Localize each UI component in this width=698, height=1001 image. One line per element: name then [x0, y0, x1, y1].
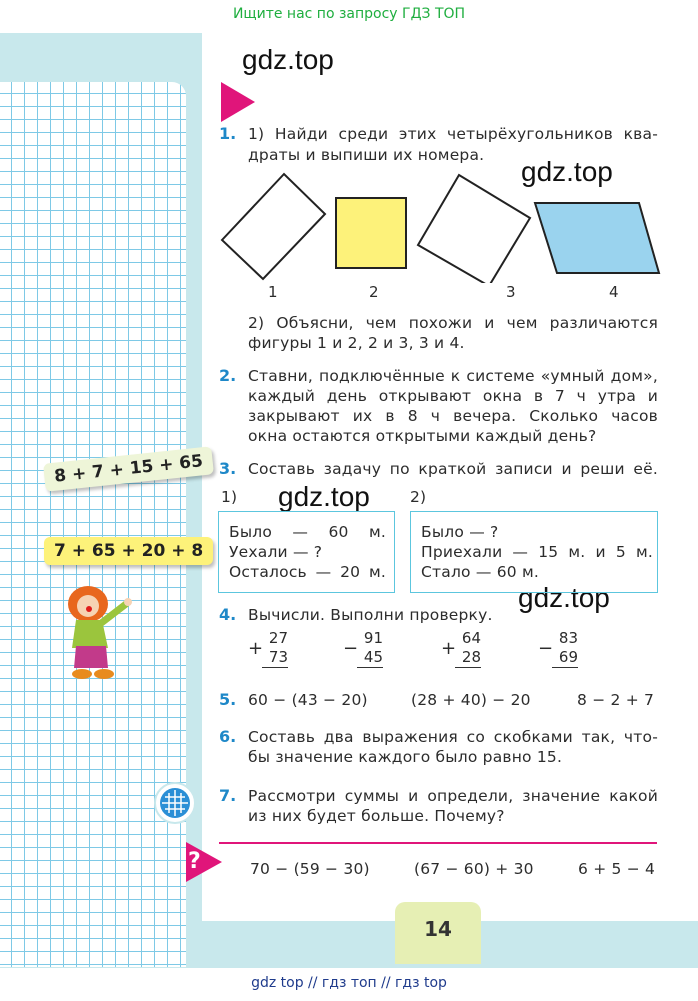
task-text: Составь задачу по краткой записи и реши её. — [248, 460, 658, 478]
task-text: драты и выпиши их номера. — [248, 146, 485, 164]
column-calculation — [343, 629, 383, 668]
sub-label: 1) — [221, 488, 238, 506]
operand: 27 — [268, 629, 288, 647]
task-number: 3. — [219, 459, 237, 478]
watermark: gdz.top — [242, 44, 334, 75]
operand: 69 — [552, 648, 578, 668]
task-text: Рассмотри суммы и определи, значение какой — [248, 787, 658, 805]
task-number: 1. — [219, 124, 237, 143]
sum-strip: 7 + 65 + 20 + 8 — [44, 537, 213, 565]
expression: 6 + 5 − 4 — [578, 860, 656, 878]
task-number: 7. — [219, 786, 237, 805]
page-number: 14 — [424, 917, 452, 941]
operation-sign: + — [248, 638, 264, 659]
expression: (67 − 60) + 30 — [414, 860, 534, 878]
question-mark: ? — [188, 849, 201, 874]
task-text: бы значение каждого было равно 15. — [248, 748, 563, 766]
task-number: 6. — [219, 727, 237, 746]
grid-paper-margin — [0, 82, 186, 967]
shape-label: 4 — [609, 283, 619, 301]
record-line: Осталось — 20 м. — [229, 563, 386, 581]
record-line: Уехали — ? — [229, 543, 323, 561]
operation-sign: − — [538, 638, 554, 659]
watermark: gdz.top — [518, 582, 610, 613]
operand: 28 — [455, 648, 481, 668]
task-text: закрывают их в 8 ч вечера. Сколько часов — [248, 407, 658, 425]
task-text: 1) Найди среди этих четырёхугольников ква- — [248, 125, 658, 143]
task-text: каждый день открывают окна в 7 ч утра и — [248, 387, 658, 405]
task-text: Составь два выражения со скобками так, что- — [248, 728, 658, 746]
section-triangle-icon — [219, 82, 257, 122]
shape-4-rhombus — [535, 203, 659, 273]
watermark: gdz.top — [521, 156, 613, 187]
operand: 83 — [558, 629, 578, 647]
footer-links[interactable]: gdz top // гдз топ // гдз top — [251, 975, 447, 991]
operand: 73 — [262, 648, 288, 668]
expression: 60 − (43 − 20) — [248, 691, 368, 709]
record-line: Было — 60 м. — [229, 523, 386, 541]
operation-sign: + — [441, 638, 457, 659]
expression: 70 − (59 − 30) — [250, 860, 370, 878]
record-line: Стало — 60 м. — [421, 563, 539, 581]
short-record-box-2 — [410, 511, 658, 593]
section-divider — [219, 842, 657, 844]
column-calculation — [441, 629, 481, 668]
quadrilaterals-figure — [215, 168, 670, 283]
sub-label: 2) — [410, 488, 427, 506]
shape-2-square — [336, 198, 406, 268]
shape-3-square — [418, 175, 530, 283]
column-calculation — [538, 629, 578, 668]
watermark: gdz.top — [278, 481, 370, 512]
task-text: 2) Объясни, чем похожи и чем различаются — [248, 314, 658, 332]
task-number: 4. — [219, 605, 237, 624]
task-number: 2. — [219, 366, 237, 385]
expression: (28 + 40) − 20 — [411, 691, 531, 709]
shape-label: 3 — [506, 283, 516, 301]
operation-sign: − — [343, 638, 359, 659]
expression: 8 − 2 + 7 — [577, 691, 655, 709]
clown-character-icon — [62, 582, 142, 682]
shape-label: 1 — [268, 283, 278, 301]
task-text: фигуры 1 и 2, 2 и 3, 3 и 4. — [248, 334, 465, 352]
record-line: Приехали — 15 м. и 5 м. — [421, 543, 653, 561]
search-hint-link[interactable]: Ищите нас по запросу ГДЗ ТОП — [232, 6, 466, 22]
shape-1-rectangle — [222, 174, 325, 279]
record-line: Было — ? — [421, 523, 499, 541]
globe-icon — [154, 782, 196, 824]
task-text: Ставни, подключённые к системе «умный дом», — [248, 367, 658, 385]
short-record-box-1 — [218, 511, 395, 593]
operand: 45 — [357, 648, 383, 668]
task-number: 5. — [219, 690, 237, 709]
task-text: окна остаются открытыми каждый день? — [248, 427, 597, 445]
task-text: Вычисли. Выполни проверку. — [248, 606, 493, 624]
operand: 91 — [363, 629, 383, 647]
operand: 64 — [461, 629, 481, 647]
sum-strip: 8 + 7 + 15 + 65 — [43, 446, 214, 492]
column-calculation — [248, 629, 288, 668]
task-text: из них будет больше. Почему? — [248, 807, 505, 825]
shape-label: 2 — [369, 283, 379, 301]
